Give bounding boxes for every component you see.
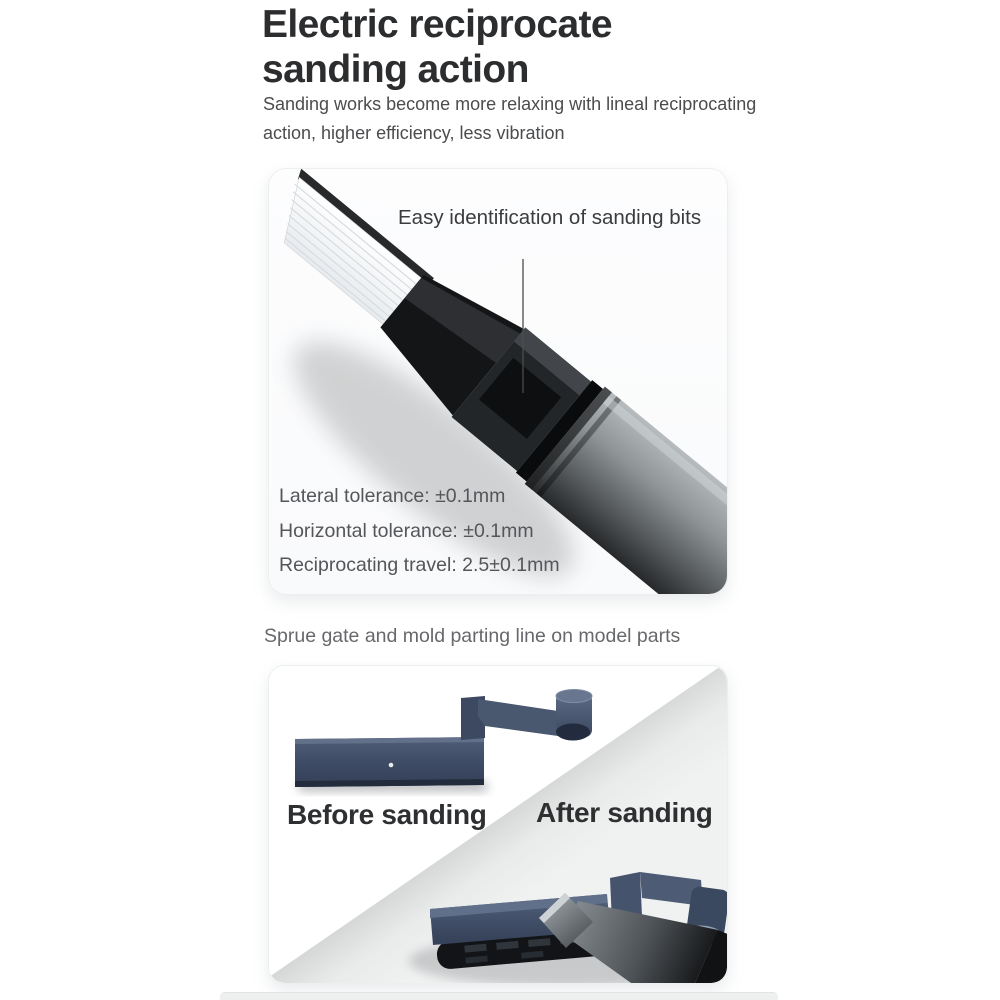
- next-section-strip: [220, 992, 778, 1000]
- after-sanding-label: After sanding: [536, 797, 713, 828]
- spec-horizontal-tolerance: Horizontal tolerance: ±0.1mm: [279, 519, 534, 542]
- page-subtitle: [263, 90, 763, 148]
- sprue-gate-mark: [389, 763, 394, 768]
- spec-lateral-tolerance: Lateral tolerance: ±0.1mm: [279, 485, 506, 507]
- spec-reciprocating-travel: Reciprocating travel: 2.5±0.1mm: [279, 554, 560, 576]
- page-title-line2: sanding action: [262, 48, 529, 91]
- page-title: [262, 2, 742, 92]
- spec-list: [279, 479, 599, 583]
- page-subtitle-line1: Sanding works become more relaxing with lineal reciprocating: [263, 94, 757, 114]
- page-title-line1: Electric reciprocate: [262, 3, 613, 46]
- comparison-caption: Sprue gate and mold parting line on model parts: [264, 625, 681, 647]
- annotation-label: Easy identification of sanding bits: [398, 206, 702, 229]
- page-subtitle-line2: action, higher efficiency, less vibration: [263, 123, 565, 143]
- before-sanding-label: Before sanding: [287, 799, 487, 830]
